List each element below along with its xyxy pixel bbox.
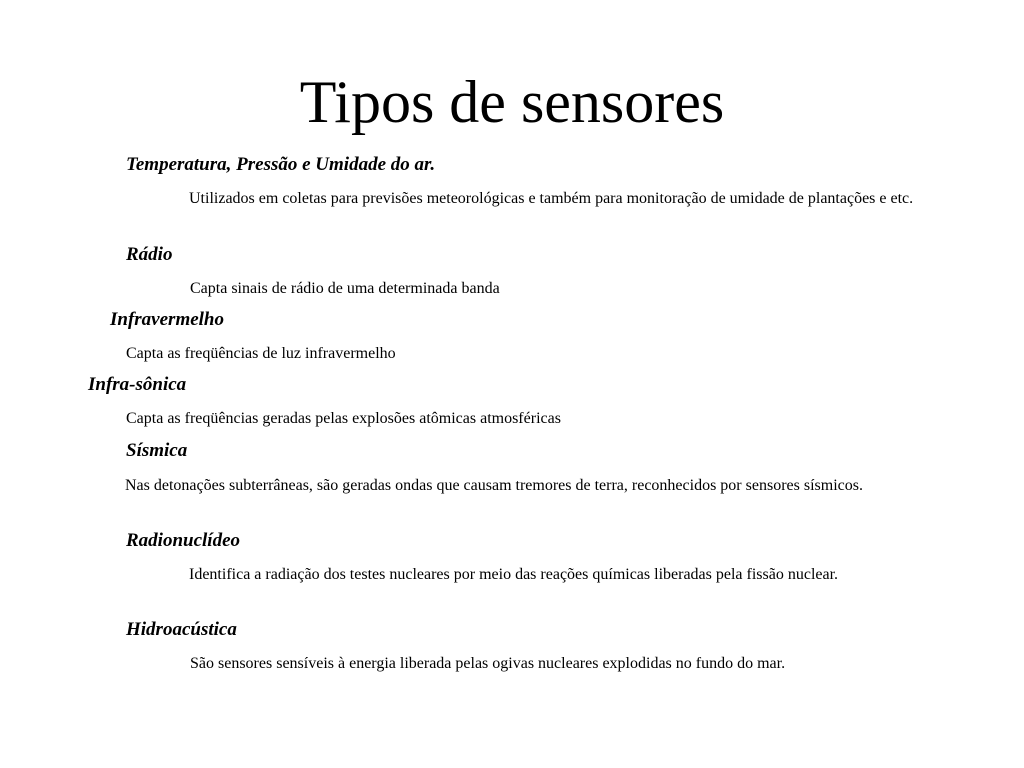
slide-title: Tipos de sensores [299, 69, 725, 135]
section-text-sismica: Nas detonações subterrâneas, são geradas ondas que causam tremores de terra, reconhecidos por sensores sísmicos. [125, 477, 863, 494]
section-heading-radionuclideo: Radionuclídeo [126, 530, 241, 551]
section-text-infrasonica: Capta as freqüências geradas pelas explosões atômicas atmosféricas [126, 410, 561, 427]
section-heading-infrasonica: Infra-sônica [88, 374, 187, 395]
section-text-radio: Capta sinais de rádio de uma determinada banda [190, 280, 500, 297]
section-text-infravermelho: Capta as freqüências de luz infravermelho [126, 345, 396, 362]
section-text-hidroacustica: São sensores sensíveis à energia liberada pelas ogivas nucleares explodidas no fundo do mar. [190, 655, 786, 672]
section-text-radionuclideo: Identifica a radiação dos testes nucleares por meio das reações químicas liberadas pela fissão nuclear. [189, 566, 839, 583]
section-heading-hidroacustica: Hidroacústica [126, 619, 237, 640]
section-heading-infravermelho: Infravermelho [110, 309, 224, 330]
section-heading-temperatura: Temperatura, Pressão e Umidade do ar. [126, 154, 436, 175]
section-text-temperatura: Utilizados em coletas para previsões meteorológicas e também para monitoração de umidade de plantações e etc. [189, 190, 914, 207]
section-heading-sismica: Sísmica [126, 440, 188, 461]
section-heading-radio: Rádio [126, 244, 173, 265]
